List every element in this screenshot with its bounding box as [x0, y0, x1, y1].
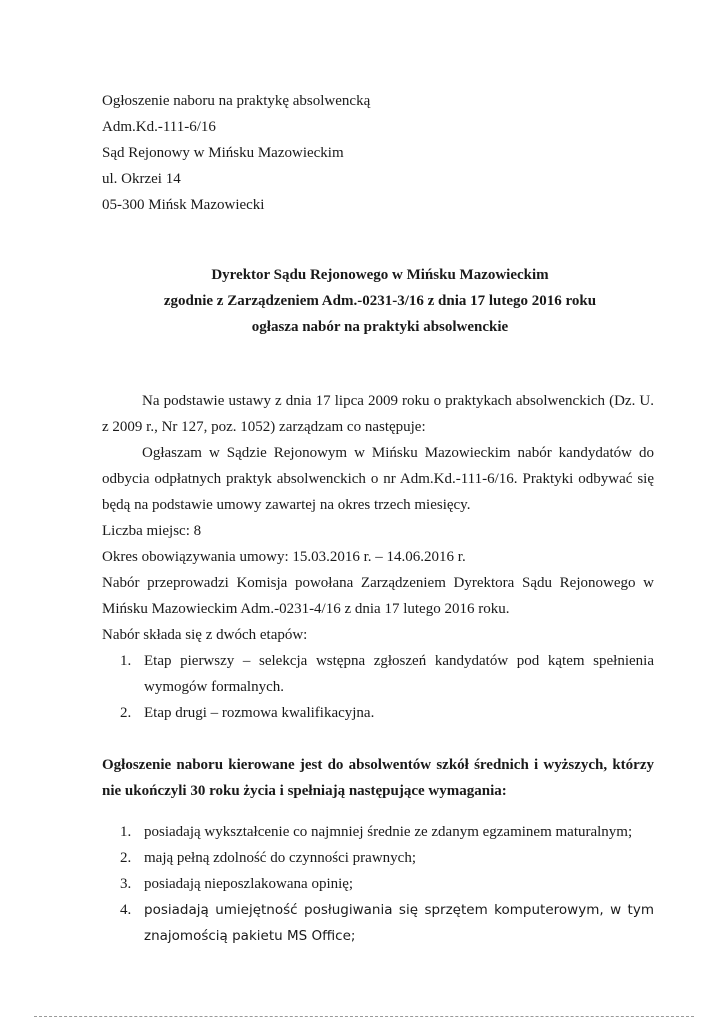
- title-line-order: zgodnie z Zarządzeniem Adm.-0231-3/16 z dnia 17 lutego 2016 roku: [163, 293, 597, 309]
- header-announcement-title: Ogłoszenie naboru na praktykę absolwencką: [102, 93, 371, 109]
- list-item-number: 2.: [120, 705, 132, 721]
- list-item-text: mają pełną zdolność do czynności prawnych;: [144, 850, 416, 866]
- list-item-text: Etap pierwszy – selekcja wstępna zgłoszeń kandydatów pod kątem spełnienia wymogów formalnych.: [144, 653, 654, 695]
- list-item-number: 2.: [120, 850, 132, 866]
- list-item: [102, 871, 654, 897]
- requirements-list: [102, 819, 654, 949]
- list-item-number: 1.: [120, 653, 132, 669]
- document-header: [102, 88, 662, 218]
- footer-divider: [34, 1016, 694, 1018]
- list-item: [102, 897, 654, 949]
- list-item: [102, 819, 654, 845]
- list-item: [102, 648, 654, 700]
- document-title: [102, 262, 658, 340]
- header-court-name: Sąd Rejonowy w Mińsku Mazowieckim: [102, 145, 344, 161]
- header-postal-city: 05-300 Mińsk Mazowiecki: [102, 197, 265, 213]
- spacer: [102, 726, 654, 740]
- list-item-text: Etap drugi – rozmowa kwalifikacyjna.: [144, 705, 375, 721]
- announcement-paragraph: Ogłaszam w Sądzie Rejonowym w Mińsku Mazowieckim nabór kandydatów do odbycia odpłatnych praktyk absolwenckich o nr Adm.Kd.-111-6/16. Praktyki odbywać się będą na podstawie umowy zawartej na okres trzech miesięcy.: [102, 445, 654, 513]
- list-item-number: 4.: [120, 902, 132, 918]
- title-line-director: Dyrektor Sądu Rejonowego w Mińsku Mazowieckim: [211, 267, 549, 283]
- list-item-text: posiadają umiejętność posługiwania się sprzętem komputerowym, w tym znajomością pakietu MS Office;: [144, 902, 654, 944]
- header-street-address: ul. Okrzei 14: [102, 171, 181, 187]
- stages-intro: Nabór składa się z dwóch etapów:: [102, 627, 308, 643]
- requirements-heading: Ogłoszenie naboru kierowane jest do absolwentów szkół średnich i wyższych, którzy nie ukończyli 30 roku życia i spełniają następujące wymagania:: [102, 757, 654, 799]
- list-item: [102, 845, 654, 871]
- list-item-text: posiadają nieposzlakowana opinię;: [144, 876, 354, 892]
- intro-paragraph: Na podstawie ustawy z dnia 17 lipca 2009 roku o praktykach absolwenckich (Dz. U. z 2009 r., Nr 127, poz. 1052) zarządzam co następuje:: [102, 393, 654, 435]
- list-item: [102, 700, 654, 726]
- list-item-number: 1.: [120, 824, 132, 840]
- document-body: [102, 388, 654, 949]
- places-count: Liczba miejsc: 8: [102, 523, 202, 539]
- list-item-text: posiadają wykształcenie co najmniej średnie ze zdanym egzaminem maturalnym;: [144, 824, 633, 840]
- stages-list: [102, 648, 654, 726]
- contract-period: Okres obowiązywania umowy: 15.03.2016 r. – 14.06.2016 r.: [102, 549, 466, 565]
- header-reference-number: Adm.Kd.-111-6/16: [102, 119, 216, 135]
- commission-paragraph: Nabór przeprowadzi Komisja powołana Zarządzeniem Dyrektora Sądu Rejonowego w Mińsku Mazowieckim Adm.-0231-4/16 z dnia 17 lutego 2016 roku.: [102, 575, 654, 617]
- title-line-announcement: ogłasza nabór na praktyki absolwenckie: [251, 319, 509, 335]
- list-item-number: 3.: [120, 876, 132, 892]
